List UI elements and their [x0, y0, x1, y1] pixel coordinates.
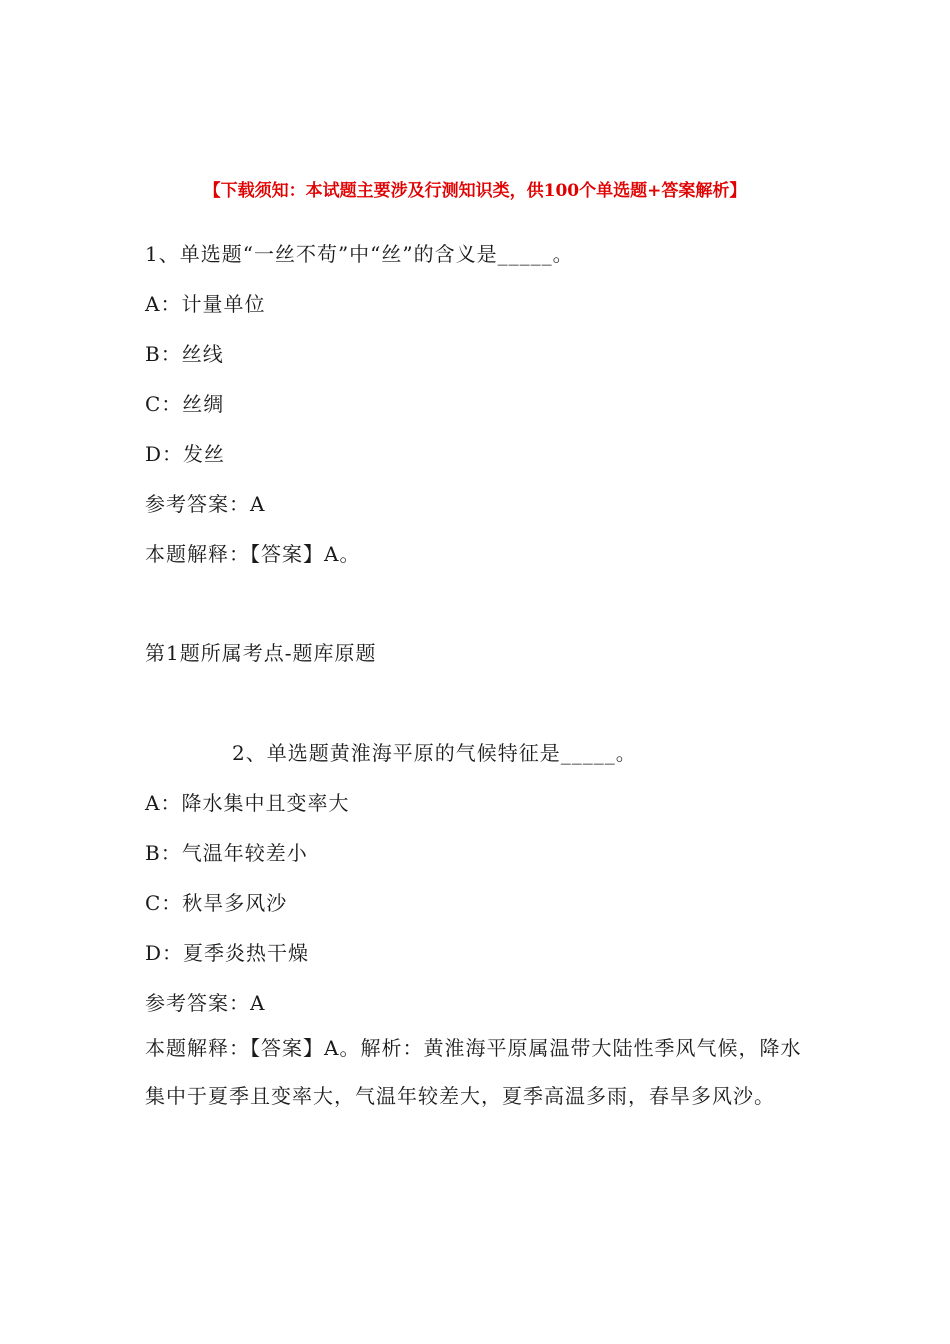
question-1-option-d: D：发丝 [145, 442, 226, 466]
question-2-answer: 参考答案：A [145, 991, 266, 1015]
question-1-option-a: A：计量单位 [145, 292, 266, 316]
question-1-explanation: 本题解释：【答案】A。 [145, 542, 361, 566]
download-notice: 【下载须知：本试题主要涉及行测知识类，供100个单选题+答案解析】 [203, 181, 747, 201]
question-2-explanation: 本题解释：【答案】A。解析：黄淮海平原属温带大陆性季风气候，降水集中于夏季且变率大，气温年较差大，夏季高温多雨，春旱多风沙。 [145, 1036, 802, 1108]
question-1-title: 1、单选题“一丝不苟”中“丝”的含义是_____。 [145, 242, 574, 266]
question-2-option-c: C：秋旱多风沙 [145, 891, 288, 915]
question-1-option-b: B：丝线 [145, 342, 224, 366]
question-1-option-c: C：丝绸 [145, 392, 225, 416]
question-1-topic: 第1题所属考点-题库原题 [145, 641, 377, 665]
question-2-title: 2、单选题黄淮海平原的气候特征是_____。 [232, 741, 637, 765]
question-1-answer: 参考答案：A [145, 492, 266, 516]
question-2-option-b: B：气温年较差小 [145, 841, 308, 865]
question-2-option-a: A：降水集中且变率大 [145, 791, 350, 815]
question-2-option-d: D：夏季炎热干燥 [145, 941, 310, 965]
